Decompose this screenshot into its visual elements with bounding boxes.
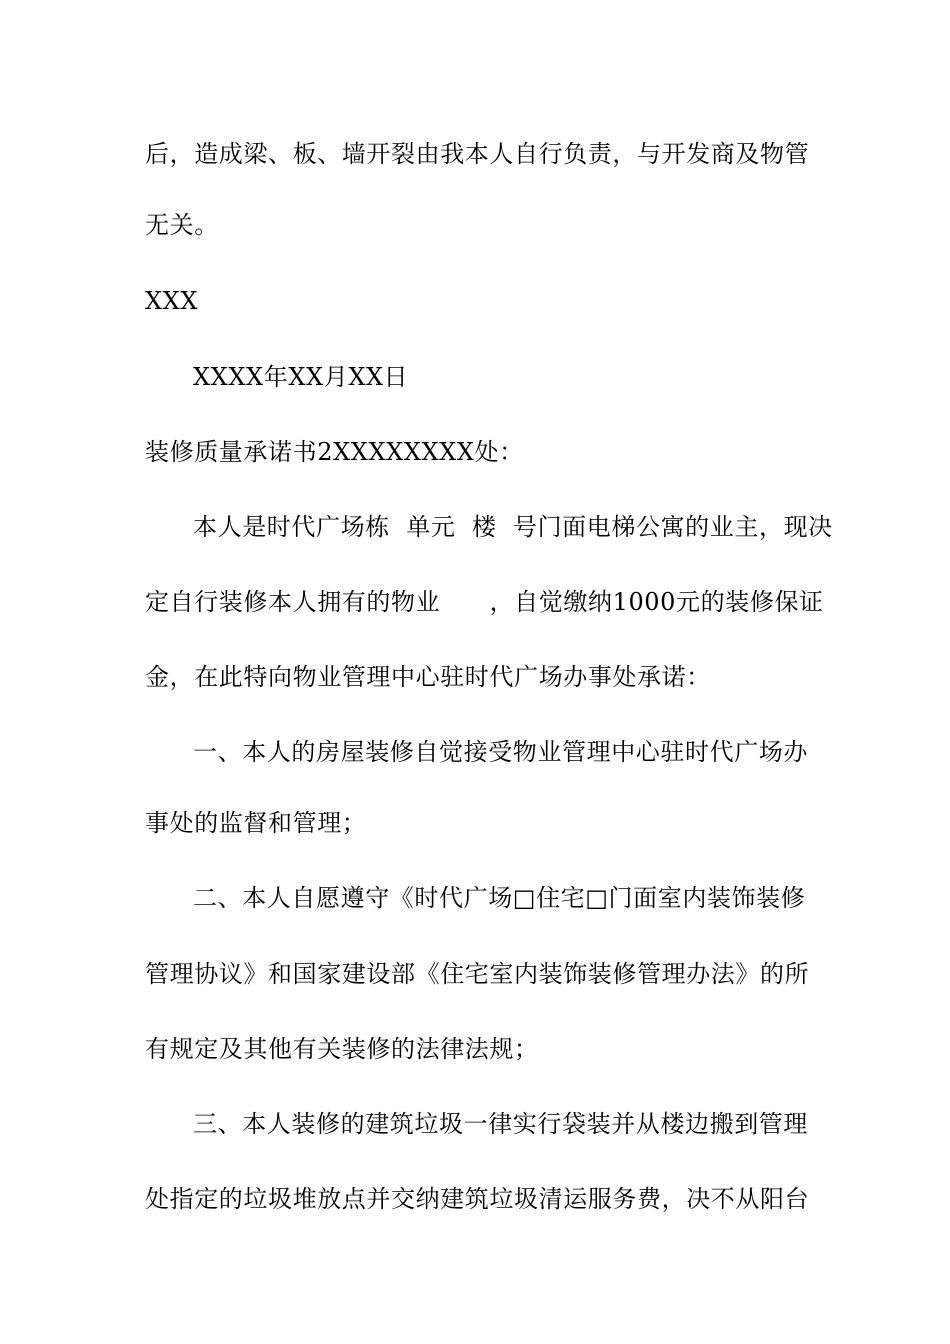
text-line: 定自行装修本人拥有的物业 ，自觉缴纳1000元的装修保证: [145, 588, 824, 616]
clause-2: 二、本人自愿遵守《时代广场□住宅□门面室内装饰装修: [193, 884, 806, 912]
text-line: 处指定的垃圾堆放点并交纳建筑垃圾清运服务费，决不从阳台: [145, 1185, 810, 1213]
document-heading: 装修质量承诺书2XXXXXXXX处：: [145, 438, 524, 466]
text-line: 金，在此特向物业管理中心驻时代广场办事处承诺：: [145, 663, 711, 691]
signature-name: XXX: [145, 287, 199, 315]
text-line: 有规定及其他有关装修的法律法规；: [145, 1035, 539, 1063]
clause-3: 三、本人装修的建筑垃圾一律实行袋装并从楼边搬到管理: [193, 1110, 808, 1138]
text-line: 管理协议》和国家建设部《住宅室内装饰装修管理办法》的所: [145, 960, 810, 988]
text-line: 本人是时代广场栋 单元 楼 号门面电梯公寓的业主，现决: [193, 513, 833, 541]
text-line: 无关。: [145, 211, 219, 239]
text-line: 事处的监督和管理；: [145, 809, 367, 837]
text-line: 后，造成梁、板、墙开裂由我本人自行负责，与开发商及物管: [145, 140, 810, 168]
signature-date: XXXX年XX月XX日: [193, 363, 409, 391]
clause-1: 一、本人的房屋装修自觉接受物业管理中心驻时代广场办: [193, 738, 808, 766]
